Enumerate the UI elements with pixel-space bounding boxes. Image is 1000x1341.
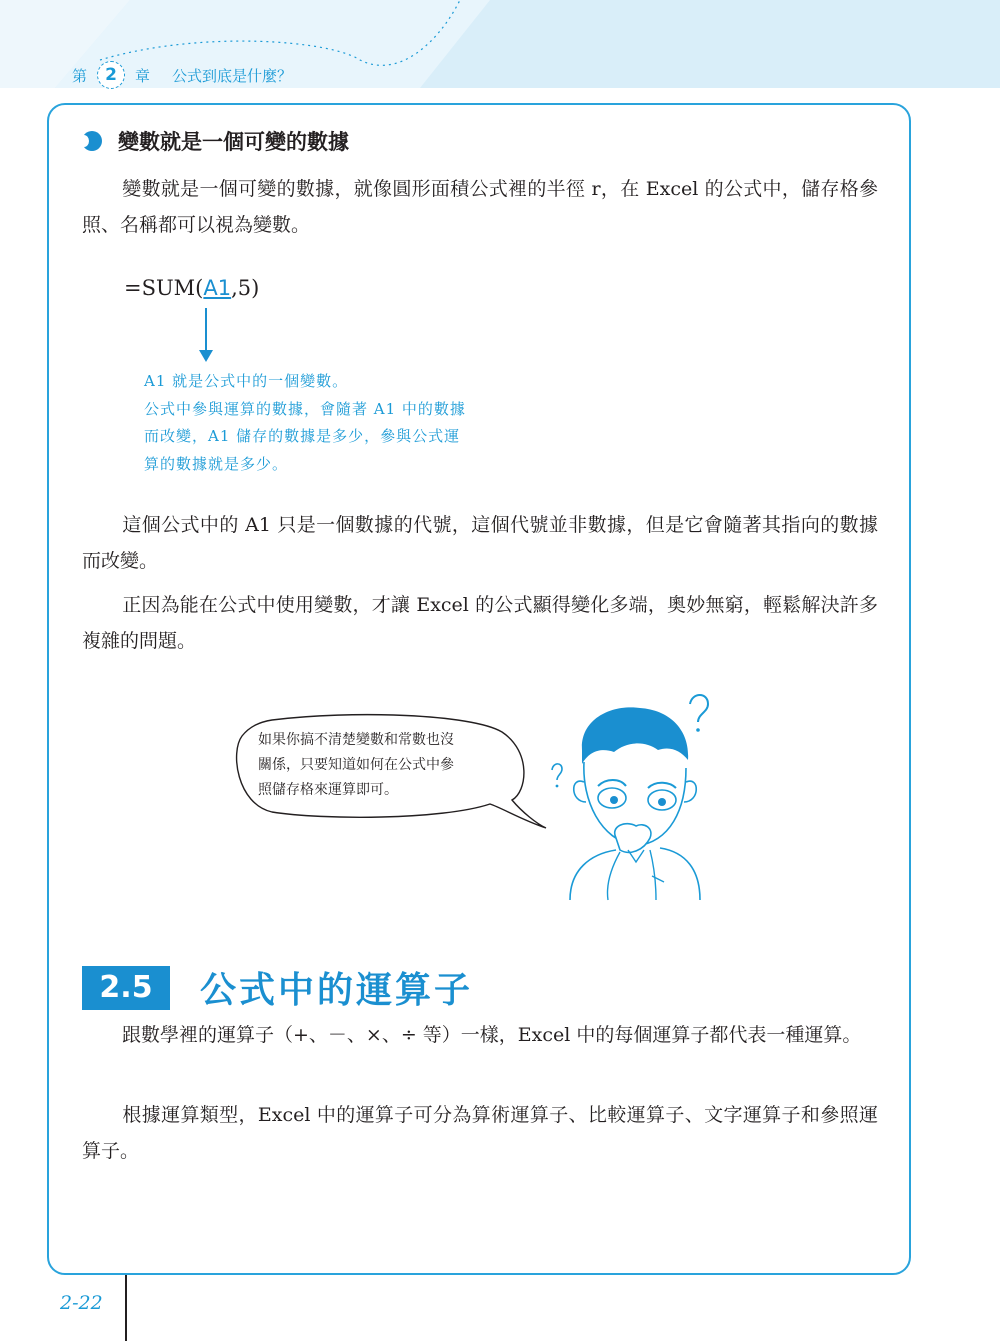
chapter-prefix: 第 — [72, 66, 88, 85]
page-number: 2-22 — [60, 1292, 103, 1314]
section-title: 變數就是一個可變的數據 — [118, 130, 349, 154]
footer-divider — [125, 1275, 127, 1341]
section-2-5-heading — [82, 962, 473, 1013]
chapter-title: 公式到底是什麼？ — [172, 66, 293, 85]
chapter-suffix: 章 — [135, 66, 151, 85]
chapter-header — [72, 60, 292, 90]
formula-suffix: ,5) — [231, 276, 260, 300]
paragraph-operator-types: 根據運算類型，Excel 中的運算子可分為算術運算子、比較運算子、文字運算子和參照運算子。 — [82, 1104, 878, 1162]
formula-prefix: =SUM( — [124, 276, 204, 300]
paragraph-variables: 變數就是一個可變的數據，就像圓形面積公式裡的半徑 r，在 Excel 的公式中，儲存格參照、名稱都可以視為變數。 — [82, 178, 878, 236]
section-number-badge: 2.5 — [82, 966, 170, 1010]
thinking-person-illustration — [540, 690, 710, 905]
formula-example — [124, 276, 259, 300]
note-line: A1 就是公式中的一個變數。 — [144, 372, 349, 390]
paragraph-variables-power: 正因為能在公式中使用變數，才讓 Excel 的公式顯得變化多端，奧妙無窮，輕鬆解決許多複雜的問題。 — [82, 594, 878, 652]
section-2-5-title: 公式中的運算子 — [200, 970, 474, 1011]
paragraph-a1-code: 這個公式中的 A1 只是一個數據的代號，這個代號並非數據，但是它會隨著其指向的數據而改變。 — [82, 514, 878, 572]
section-heading — [82, 126, 349, 156]
formula-variable: A1 — [203, 276, 232, 300]
formula-note — [144, 368, 534, 478]
bullet-icon — [82, 131, 102, 151]
chapter-number-badge: 2 — [97, 61, 125, 89]
bubble-text: 如果你搞不清楚變數和常數也沒 關係，只要知道如何在公式中參 照儲存格來運算即可。 — [258, 732, 454, 798]
note-line: 而改變，A1 儲存的數據是多少，參與公式運 — [144, 427, 461, 445]
note-line: 算的數據就是多少。 — [144, 454, 289, 473]
note-line: 公式中參與運算的數據，會隨著 A1 中的數據 — [144, 399, 466, 418]
paragraph-operators: 跟數學裡的運算子（+、－、×、÷ 等）一樣，Excel 中的每個運算子都代表一種運算。 — [122, 1024, 862, 1046]
down-arrow-icon — [195, 308, 217, 364]
